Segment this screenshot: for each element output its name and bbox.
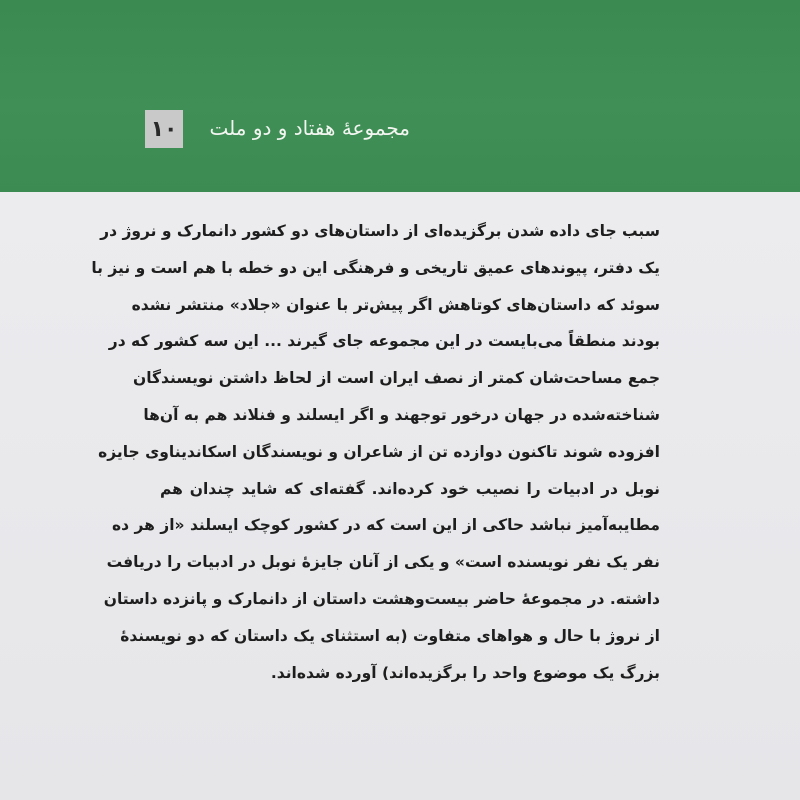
series-bar bbox=[145, 110, 800, 148]
blurb-line: سبب جای داده شدن برگزیده‌ای از داستان‌های دو کشور دانمارک و نروژ در bbox=[100, 222, 660, 240]
blurb-line: بودند منطقاً می‌بایست در این مجموعه جای گیرند ... این سه کشور که در bbox=[108, 332, 660, 351]
blurb-line: افزوده شوند تاکنون دوازده تن از شاعران و نویسندگان اسکاندیناوی جایزه bbox=[98, 442, 660, 461]
blurb-line: شناخته‌شده در جهان درخور توجهند و اگر ایسلند و فنلاند هم به آن‌ها bbox=[143, 405, 660, 424]
series-title: مجموعهٔ هفتاد و دو ملت bbox=[209, 116, 410, 140]
series-number-badge: ۱۰ bbox=[145, 110, 183, 148]
blurb-line: نفر یک نفر نویسنده است» و یکی از آنان جایزهٔ نوبل در ادبیات را دریافت bbox=[106, 553, 660, 572]
blurb-line: داشته. در مجموعهٔ حاضر بیست‌وهشت داستان از دانمارک و پانزده داستان bbox=[103, 589, 660, 608]
header-band bbox=[0, 0, 800, 192]
blurb-line: نوبل در ادبیات را نصیب خود کرده‌اند. گفته‌ای که شاید چندان هم bbox=[160, 479, 660, 498]
blurb-paragraph bbox=[91, 213, 660, 691]
blurb-line: جمع مساحت‌شان کمتر از نصف ایران است از لحاظ داشتن نویسندگان bbox=[132, 369, 660, 388]
blurb-line: مطایبه‌آمیز نباشد حاکی از این است که در کشور کوچک ایسلند «از هر ده bbox=[112, 516, 660, 535]
blurb-line: بزرگ یک موضوع واحد را برگزیده‌اند) آورده شده‌اند. bbox=[270, 663, 660, 682]
blurb-line: از نروژ با حال و هواهای متفاوت (به استثنای یک داستان که دو نویسندهٔ bbox=[120, 626, 660, 645]
blurb-line: یک دفتر، پیوندهای عمیق تاریخی و فرهنگی این دو خطه با هم است و نیز با bbox=[91, 258, 660, 277]
blurb-line: سوئد که داستان‌های کوتاهش اگر پیش‌تر با عنوان «جلاد» منتشر نشده bbox=[131, 295, 660, 314]
